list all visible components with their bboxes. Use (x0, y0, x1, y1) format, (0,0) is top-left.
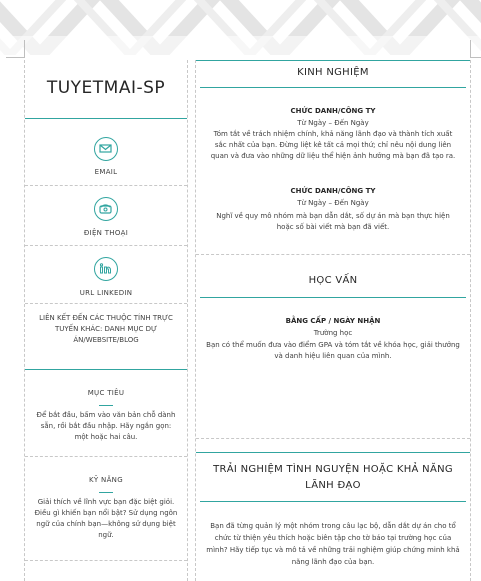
job-role[interactable]: CHỨC DANH/CÔNG TY (290, 187, 376, 195)
divider (200, 501, 466, 502)
divider (99, 492, 113, 493)
divider (25, 185, 187, 186)
school[interactable]: Trường học (313, 329, 353, 337)
divider (25, 560, 187, 561)
divider (99, 405, 113, 406)
education-title[interactable]: HỌC VẤN (308, 275, 358, 286)
job-dates[interactable]: Từ Ngày – Đến Ngày (297, 199, 369, 207)
job-dates[interactable]: Từ Ngày – Đến Ngày (297, 119, 369, 127)
email-label[interactable]: EMAIL (94, 168, 118, 176)
divider (200, 87, 466, 88)
linkedin-icon (94, 257, 118, 281)
chevron-pattern (0, 0, 481, 55)
main-content (195, 60, 471, 581)
linkedin-label[interactable]: URL LINKEDIN (79, 289, 133, 297)
phone-label[interactable]: ĐIỆN THOẠI (83, 229, 129, 237)
divider (196, 438, 470, 439)
divider (25, 118, 187, 119)
phone-icon (94, 197, 118, 221)
crop-mark (24, 40, 26, 58)
skills-text[interactable]: Giải thích về lĩnh vực bạn đặc biệt giỏi. Điều gì khiến bạn nổi bật? Sử dụng ngôn ngữ của chính bạn—không sử dụng biệt ngữ. (34, 498, 178, 539)
objective-title[interactable]: MỤC TIÊU (87, 389, 125, 397)
job-role[interactable]: CHỨC DANH/CÔNG TY (290, 107, 376, 115)
links-text[interactable]: LIÊN KẾT ĐẾN CÁC THUỘC TÍNH TRỰC TUYẾN KHÁC: DANH MỤC DỰ ÁN/WEBSITE/BLOG (39, 314, 173, 344)
volunteer-title[interactable]: TRẢI NGHIỆM TÌNH NGUYỆN HOẶC KHẢ NĂNG LÃNH ĐẠO (213, 464, 453, 491)
volunteer-description[interactable]: Bạn đã từng quản lý một nhóm trong câu lạc bộ, dẫn dắt dự án cho tổ chức từ thiện yêu thích hoặc biên tập cho tờ báo tại trường học của mình? Hãy tiếp tục và mô tả về những trải nghiệm giúp chứng minh khả năng lãnh đạo của bạn. (206, 522, 460, 566)
job-description[interactable]: Nghĩ về quy mô nhóm mà bạn dẫn dắt, số dự án mà bạn thực hiện hoặc số bài viết mà bạn đã viết. (216, 212, 450, 231)
email-icon (94, 137, 118, 161)
header-banner (0, 0, 481, 55)
divider (200, 297, 466, 298)
divider (25, 456, 187, 457)
experience-title[interactable]: KINH NGHIỆM (297, 67, 369, 78)
divider (25, 245, 187, 246)
divider (196, 452, 470, 453)
applicant-name[interactable]: TUYETMAI-SP (46, 78, 166, 98)
sidebar (24, 60, 188, 581)
degree[interactable]: BẰNG CẤP / NGÀY NHẬN (285, 317, 381, 325)
crop-mark (471, 57, 481, 59)
divider (25, 303, 187, 304)
skills-title[interactable]: KỸ NĂNG (89, 476, 123, 484)
crop-mark (470, 40, 472, 58)
divider (196, 254, 470, 255)
objective-text[interactable]: Để bắt đầu, bấm vào văn bản chỗ dành sẵn, rồi bắt đầu nhập. Hãy ngắn gọn: một hoặc hai câu. (36, 411, 176, 441)
education-description[interactable]: Bạn có thể muốn đưa vào điểm GPA và tóm tắt về khóa học, giải thưởng và danh hiệu liên quan của mình. (206, 341, 460, 360)
divider (196, 60, 470, 61)
crop-mark (6, 57, 24, 59)
job-description[interactable]: Tóm tắt về trách nhiệm chính, khả năng lãnh đạo và thành tích xuất sắc nhất của bạn. Đừng liệt kê tất cả mọi thứ; chỉ nêu nội dung liên quan và đưa vào những dữ liệu thể hiện ảnh hưởng mà bạn đã tạo ra. (210, 130, 456, 160)
divider (25, 369, 187, 370)
